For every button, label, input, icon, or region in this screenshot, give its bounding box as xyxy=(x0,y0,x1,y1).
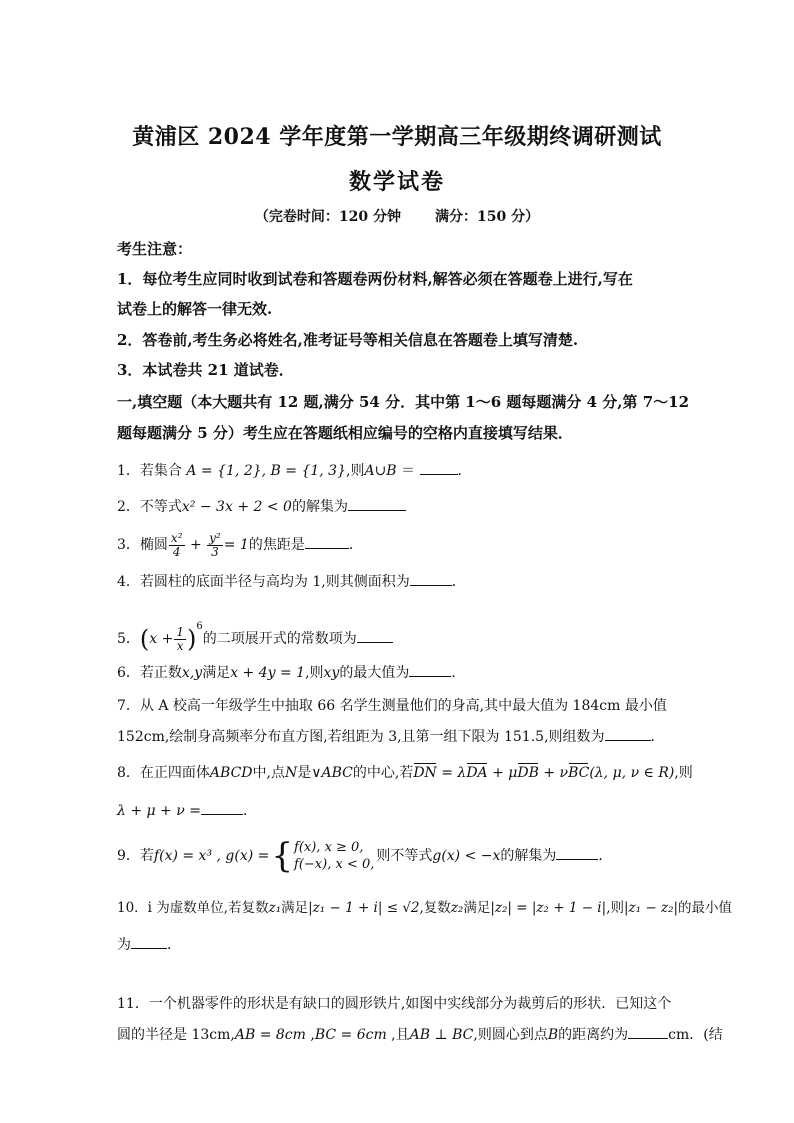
question-11-line-1: 11．一个机器零件的形状是有缺口的圆形铁片,如图中实线部分为裁剪后的形状．已知这个 xyxy=(117,996,672,1012)
notice-heading: 考生注意： xyxy=(117,240,193,258)
answer-blank-11[interactable] xyxy=(628,1024,668,1039)
notice-item-2: 2．答卷前,考生务必将姓名,准考证号等相关信息在答题卷上填写清楚. xyxy=(117,331,579,349)
answer-blank-1[interactable] xyxy=(420,460,458,475)
question-8-line-2: λ + μ + ν = ． xyxy=(117,800,692,822)
question-11-line-2: 圆的半径是 13cm,AB = 8cm ,BC = 6cm ,且AB ⊥ BC,则圆心到点B的距离约为 cm．(结 xyxy=(117,1024,692,1046)
exam-score: 满分：150 分） xyxy=(435,209,540,225)
question-9: 9．若f(x) = x³ , g(x) = { f(x), x ≥ 0, f(−x), x < 0, 则不等式g(x) < −x的解集为 ． xyxy=(117,836,613,876)
exam-subtitle: 数学试卷 xyxy=(348,169,445,195)
answer-blank-6[interactable] xyxy=(409,662,451,677)
question-6: 6．若正数x,y满足x + 4y = 1,则xy的最大值为 ． xyxy=(117,662,692,684)
question-2: 2．不等式x² − 3x + 2 < 0的解集为 xyxy=(117,496,692,518)
question-5: 5．(x + $\frac{1}{x}$ )$^6$的二项展开式的常数项为 xyxy=(117,610,692,656)
section-1-line-2: 题每题满分 5 分）考生应在答题纸相应编号的空格内直接填写结果． xyxy=(117,424,573,442)
fraction: $\frac{\text{y²}}{3}$ xyxy=(209,530,221,559)
question-10-line-1: 10．i 为虚数单位,若复数z₁满足|z₁ − 1 + i| ≤ √2,复数z₂满足|z₂| = |z₂ + 1 − i|,则|z₁ − z₂|的最小值 xyxy=(117,900,733,916)
exam-meta xyxy=(0,206,794,226)
question-7-line-2: 152cm,绘制身高频率分布直方图,若组距为 3,且第一组下限为 151.5,则组数为 ． xyxy=(117,726,692,748)
fraction: $\frac{1}{x}$ xyxy=(176,624,185,653)
question-10-line-2: 为 ． xyxy=(117,934,692,956)
question-4: 4．若圆柱的底面半径与高均为 1,则其侧面积为 ． xyxy=(117,571,692,593)
question-7-line-1: 7．从 A 校高一年级学生中抽取 66 名学生测量他们的身高,其中最大值为 184cm 最小值 xyxy=(117,698,667,714)
answer-blank-5[interactable] xyxy=(357,628,393,643)
answer-blank-9[interactable] xyxy=(556,845,598,860)
answer-blank-2[interactable] xyxy=(348,496,406,511)
section-1-line-1: 一,填空题（本大题共有 12 题,满分 54 分．其中第 1～6 题每题满分 4 分,第 7～12 xyxy=(117,393,690,411)
answer-blank-8[interactable] xyxy=(201,800,243,815)
exam-time: （完卷时间：120 分钟 xyxy=(254,209,401,225)
answer-blank-4[interactable] xyxy=(410,571,452,586)
notice-item-1-line-1: 1．每位考生应同时收到试卷和答题卷两份材料,解答必须在答题卷上进行,写在 xyxy=(117,270,633,288)
question-1: 1．若集合 A = {1, 2}, B = {1, 3},则A∪B ＝ ． xyxy=(117,460,692,482)
notice-item-1-line-2: 试卷上的解答一律无效. xyxy=(117,300,273,318)
answer-blank-3[interactable] xyxy=(305,534,349,549)
piecewise-function: { f(x), x ≥ 0, f(−x), x < 0, xyxy=(271,836,375,876)
answer-blank-7[interactable] xyxy=(605,726,651,741)
exam-title: 黄浦区 2024 学年度第一学期高三年级期终调研测试 xyxy=(132,124,662,150)
question-8-line-1: 8．在正四面体ABCD中,点N是∨ABC的中心,若DN = λDA + μDB + νBC(λ, μ, ν ∈ R),则 xyxy=(117,762,692,784)
question-3: 3．椭圆 $\frac{\text{x²}}{4}$ + $\frac{\text{y²}}{3}$ = 1的焦距是 . xyxy=(117,530,354,559)
notice-item-3: 3．本试卷共 21 道试卷． xyxy=(117,361,294,379)
answer-blank-10[interactable] xyxy=(131,934,167,949)
fraction: $\frac{\text{x²}}{4}$ xyxy=(170,530,183,559)
